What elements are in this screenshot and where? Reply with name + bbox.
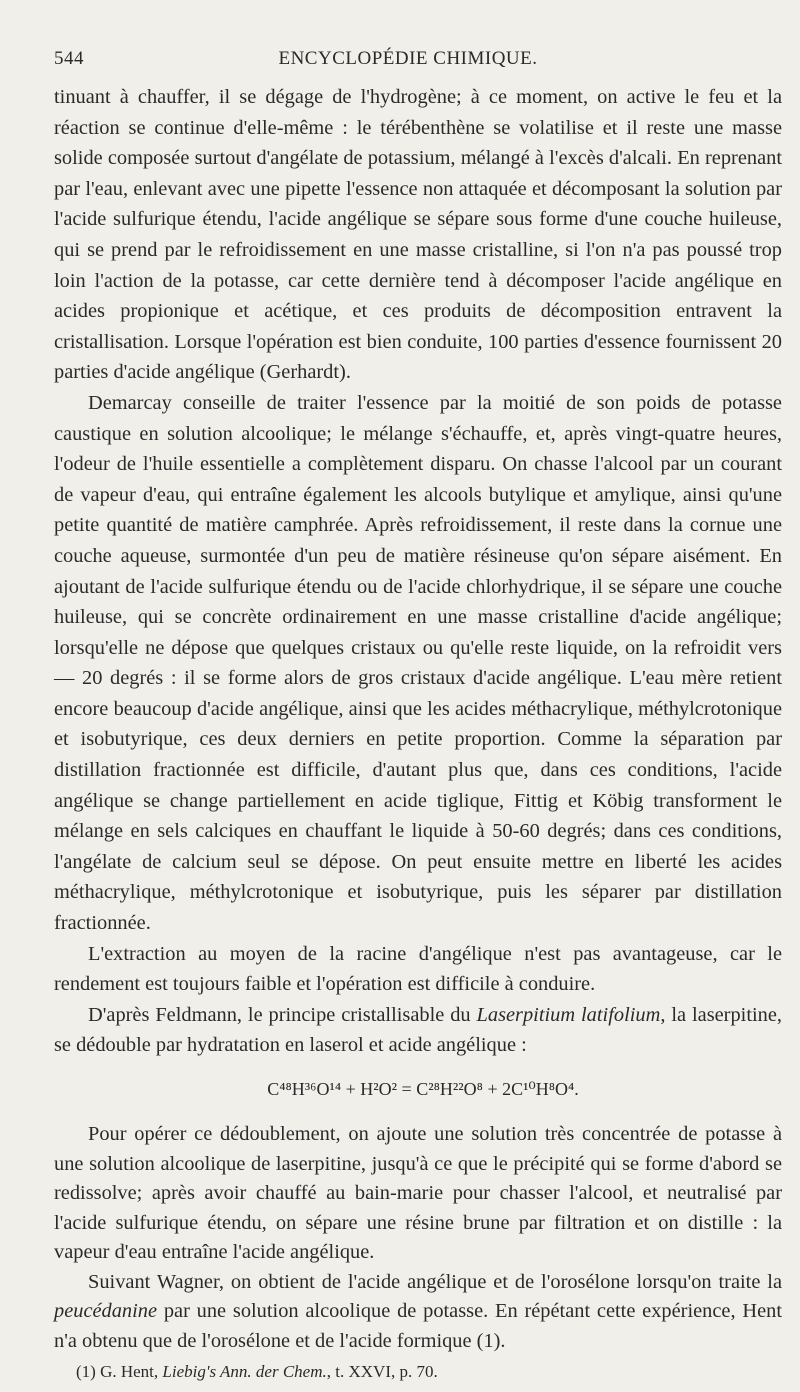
page-header	[54, 44, 782, 74]
footnote	[54, 1362, 782, 1382]
wagner-text-end: par une solution alcoolique de potasse. En répétant cette expérience, Hent n'a obtenu que de l'orosélone et de l'acide formique (1).	[54, 1300, 782, 1352]
paragraph-wagner	[54, 1268, 782, 1357]
page-number: 544	[54, 48, 84, 69]
paragraph-continuation: tinuant à chauffer, il se dégage de l'hydrogène; à ce moment, on active le feu et la réaction se continue d'elle-même : le térébenthène se volatilise et il reste une masse solide composée surtout d'angélate de potassium, mélangé à l'excès d'alcali. En reprenant par l'eau, enlevant avec une pipette l'essence non attaquée et décomposant la solution par l'acide sulfurique étendu, l'acide angélique se sépare sous forme d'une couche huileuse, qui se prend par le refroidissement en une masse cristalline, si l'on n'a pas poussé trop loin l'action de la potasse, car cette dernière tend à décomposer l'acide angélique en acides propionique et acétique, et ces produits de décomposition entravent la cristallisation. Lorsque l'opération est bien conduite, 100 parties d'essence fournissent 20 parties d'acide angélique (Gerhardt).	[54, 86, 782, 384]
footnote-volume: , t. XXVI, p. 70.	[326, 1362, 438, 1381]
journal-title: Liebig's Ann. der Chem.	[162, 1362, 327, 1381]
feldmann-text-start: D'après Feldmann, le principe cristallisable du	[88, 1003, 477, 1026]
compound-name: peucédanine	[54, 1300, 158, 1322]
feldmann-text-end: , la laserpitine, se dédouble par hydratation en laserol et acide angélique :	[54, 1003, 782, 1057]
plant-name: Laserpitium latifolium	[476, 1003, 661, 1026]
paragraph-dedoublement: Pour opérer ce dédoublement, on ajoute une solution très concentrée de potasse à une solution alcoolique de laserpitine, jusqu'à ce que le précipité qui se forme d'abord se redissolve; après avoir chauffé au bain-marie pour chasser l'alcool, et neutralisé par l'acide sulfurique étendu, on sépare une résine brune par filtration et on distille : la vapeur d'eau entraîne l'acide angélique.	[54, 1123, 782, 1263]
wagner-text-start: Suivant Wagner, on obtient de l'acide angélique et de l'orosélone lorsqu'on traite la	[88, 1270, 782, 1293]
lower-text	[54, 1120, 782, 1356]
paragraph-extraction: L'extraction au moyen de la racine d'angélique n'est pas avantageuse, car le rendement est toujours faible et l'opération est difficile à conduire.	[54, 942, 782, 996]
paragraph-feldmann	[54, 1000, 782, 1061]
running-title: ENCYCLOPÉDIE CHIMIQUE.	[278, 48, 538, 69]
main-text	[54, 82, 782, 1061]
footnote-ref: (1) G. Hent,	[76, 1362, 163, 1381]
chemical-equation: C⁴⁸H³⁶O¹⁴ + H²O² = C²⁸H²²O⁸ + 2C¹⁰H⁸O⁴.	[267, 1079, 579, 1099]
paragraph-demarcay: Demarcay conseille de traiter l'essence par la moitié de son poids de potasse caustique en solution alcoolique; le mélange s'échauffe, et, après vingt-quatre heures, l'odeur de l'huile essentielle a complètement disparu. On chasse l'alcool par un courant de vapeur d'eau, qui entraîne également les alcools butylique et amylique, ainsi qu'une petite quantité de matière camphrée. Après refroidissement, il reste dans la cornue une couche aqueuse, surmontée d'un peu de matière résineuse qu'on sépare aisément. En ajoutant de l'acide sulfurique étendu ou de l'acide chlorhydrique, il se sépare une couche huileuse, qui se concrète ordinairement en une masse cristalline d'acide angélique; lorsqu'elle ne dépose que quelques cristaux ou qu'elle reste liquide, on la refroidit vers — 20 degrés : il se forme alors de gros cristaux d'acide angélique. L'eau mère retient encore beaucoup d'acide angélique, ainsi que les acides méthacrylique, méthylcrotonique et isobutyrique, ces deux derniers en petite proportion. Comme la séparation par distillation fractionnée est difficile, d'autant plus que, dans ces conditions, l'acide angélique se change partiellement en acide tiglique, Fittig et Köbig transforment le mélange en sels calciques en chauffant le liquide à 50-60 degrés; dans ces conditions, l'angélate de calcium seul se dépose. On peut ensuite mettre en liberté les acides méthacrylique, méthylcrotonique et isobutyrique, puis les séparer par distillation fractionnée.	[54, 391, 782, 935]
